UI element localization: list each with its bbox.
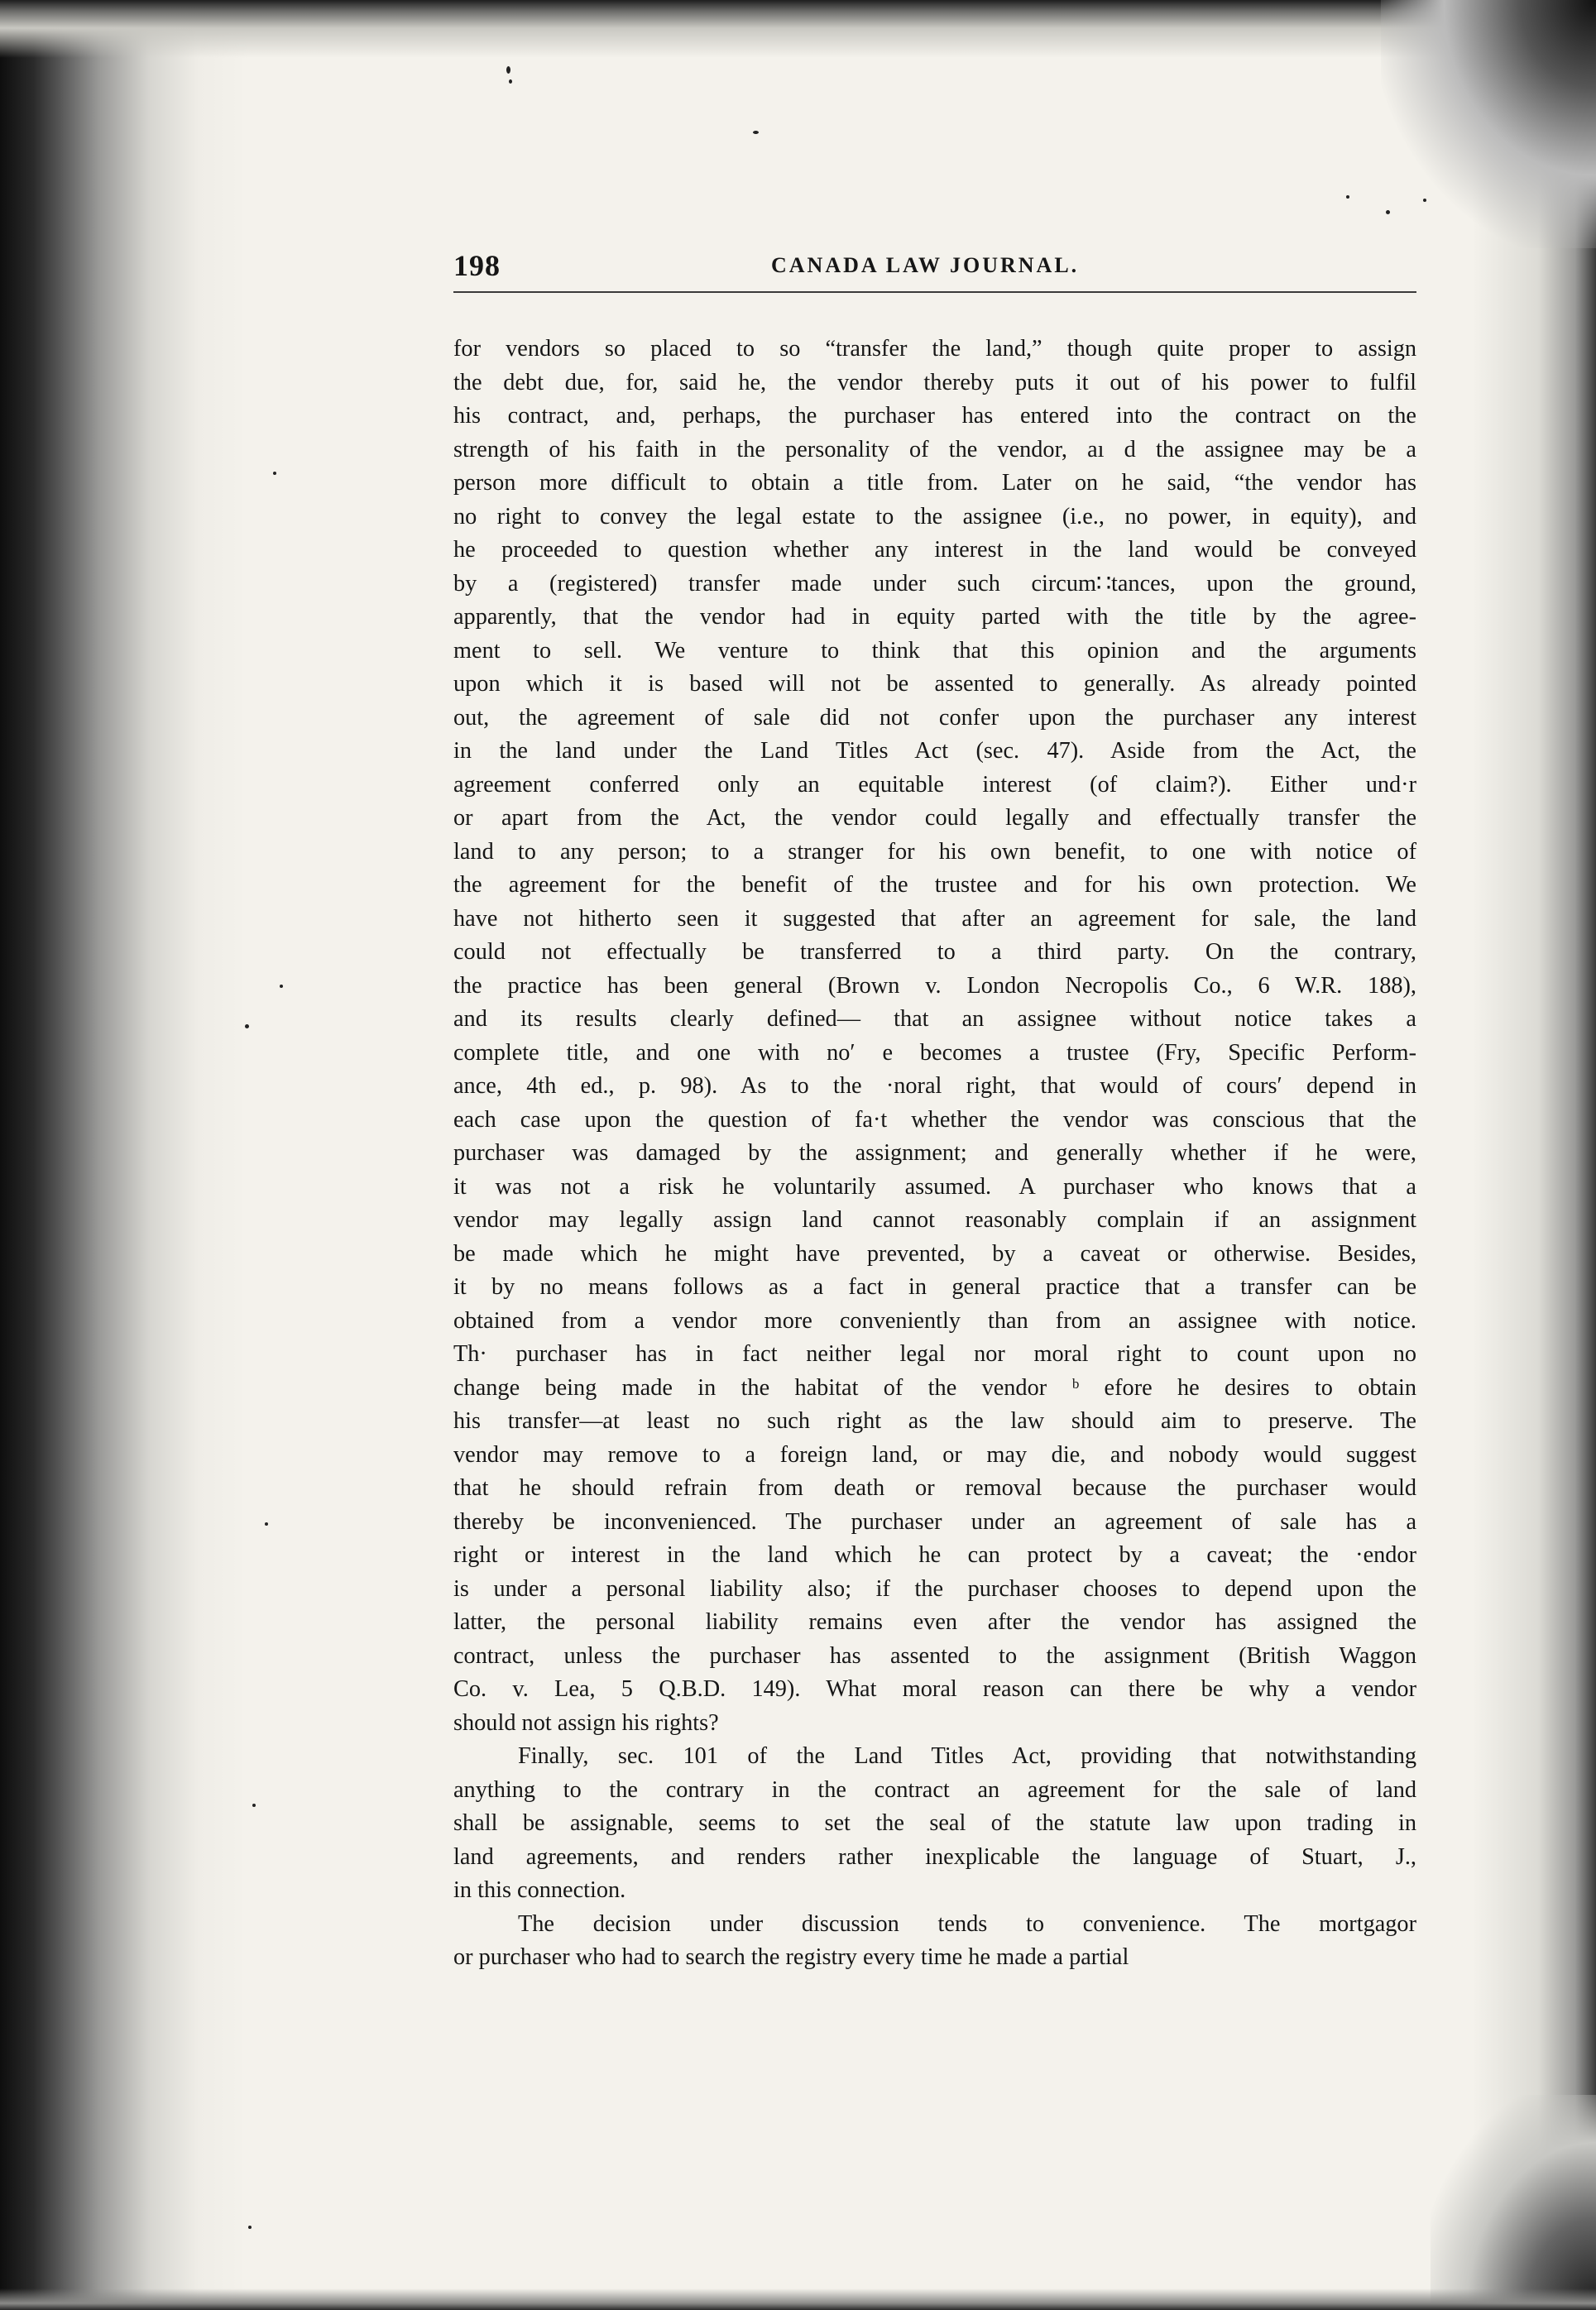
text-line: thereby be inconvenienced. The purchaser under an agreement of sale has a [453, 1508, 1416, 1535]
text-line: or purchaser who had to search the registry every time he made a partial [453, 1944, 1129, 1970]
scan-top-edge-shadow [0, 0, 1596, 58]
journal-page [453, 248, 1416, 1975]
text-line: in this connection. [453, 1877, 626, 1903]
text-line: person more difficult to obtain a title from. Later on he said, “the vendor has [453, 470, 1416, 496]
text-line: he proceeded to question whether any interest in the land would be conveyed [453, 537, 1416, 563]
page-number: 198 [453, 249, 501, 282]
text-line: strength of his faith in the personality of the vendor, aı d the assignee may be a [453, 436, 1416, 462]
text-line: Finally, sec. 101 of the Land Titles Act, providing that notwithstanding [518, 1743, 1416, 1769]
paragraph [453, 1908, 1416, 1975]
text-line: purchaser was damaged by the assignment; and generally whether if he were, [453, 1140, 1416, 1166]
text-line: vendor may legally assign land cannot reasonably complain if an assignment [453, 1207, 1416, 1233]
text-line: change being made in the habitat of the vendor ᵇ efore he desires to obtain [453, 1374, 1416, 1401]
text-line: no right to convey the legal estate to the assignee (i.e., no power, in equity), and [453, 503, 1416, 530]
scan-bottom-right-corner [1431, 2095, 1596, 2310]
scan-top-right-corner [1381, 0, 1596, 248]
text-line: the debt due, for, said he, the vendor thereby puts it out of his power to fulfil [453, 369, 1416, 395]
text-line: or apart from the Act, the vendor could legally and effectually transfer the [453, 805, 1416, 831]
text-line: Th· purchaser has in fact neither legal nor moral right to count upon no [453, 1341, 1416, 1367]
text-line: could not effectually be transferred to a third party. On the contrary, [453, 939, 1416, 965]
paragraph [453, 1740, 1416, 1908]
text-line: should not assign his rights? [453, 1709, 719, 1736]
running-head [453, 248, 1416, 285]
text-line: have not hitherto seen it suggested that after an agreement for sale, the land [453, 905, 1416, 932]
text-line: is under a personal liability also; if the purchaser chooses to depend upon the [453, 1575, 1416, 1602]
text-line: land agreements, and renders rather inexplicable the language of Stuart, J., [453, 1843, 1416, 1870]
text-line: vendor may remove to a foreign land, or may die, and nobody would suggest [453, 1441, 1416, 1468]
text-line: each case upon the question of fa·t whether the vendor was conscious that the [453, 1106, 1416, 1133]
header-rule [453, 291, 1416, 293]
scan-left-edge-shadow [0, 0, 248, 2310]
text-line: the agreement for the benefit of the trustee and for his own protection. We [453, 872, 1416, 898]
text-line: anything to the contrary in the contract an agreement for the sale of land [453, 1776, 1416, 1803]
paragraph [453, 333, 1416, 1740]
text-line: his transfer—at least no such right as the law should aim to preserve. The [453, 1408, 1416, 1434]
text-line: The decision under discussion tends to convenience. The mortgagor [518, 1910, 1416, 1937]
text-line: agreement conferred only an equitable interest (of claim?). Either und·r [453, 771, 1416, 798]
text-line: by a (registered) transfer made under such circum∷tances, upon the ground, [453, 570, 1416, 597]
text-line: and its results clearly defined— that an assignee without notice takes a [453, 1006, 1416, 1032]
text-line: upon which it is based will not be assented to generally. As already pointed [453, 671, 1416, 697]
text-line: that he should refrain from death or removal because the purchaser would [453, 1475, 1416, 1501]
text-line: shall be assignable, seems to set the seal of the statute law upon trading in [453, 1810, 1416, 1836]
text-line: for vendors so placed to so “transfer the land,” though quite proper to assign [453, 336, 1416, 362]
scan-right-edge-shadow [1472, 0, 1596, 2310]
text-line: latter, the personal liability remains even after the vendor has assigned the [453, 1609, 1416, 1635]
text-line: it by no means follows as a fact in general practice that a transfer can be [453, 1274, 1416, 1300]
text-line: complete title, and one with no′ e becomes a trustee (Fry, Specific Perform- [453, 1039, 1416, 1066]
text-line: contract, unless the purchaser has assented to the assignment (British Waggon [453, 1642, 1416, 1669]
text-line: the practice has been general (Brown v. London Necropolis Co., 6 W.R. 188), [453, 972, 1416, 999]
text-line: obtained from a vendor more conveniently than from an assignee with notice. [453, 1307, 1416, 1334]
text-line: land to any person; to a stranger for his own benefit, to one with notice of [453, 838, 1416, 865]
text-line: in the land under the Land Titles Act (sec. 47). Aside from the Act, the [453, 738, 1416, 764]
text-line: out, the agreement of sale did not confer upon the purchaser any interest [453, 704, 1416, 731]
scan-bottom-edge-shadow [0, 2288, 1596, 2310]
text-line: Co. v. Lea, 5 Q.B.D. 149). What moral reason can there be why a vendor [453, 1676, 1416, 1702]
text-line: it was not a risk he voluntarily assumed. A purchaser who knows that a [453, 1173, 1416, 1200]
text-line: ment to sell. We venture to think that this opinion and the arguments [453, 637, 1416, 664]
text-line: be made which he might have prevented, by a caveat or otherwise. Besides, [453, 1240, 1416, 1267]
text-line: his contract, and, perhaps, the purchaser has entered into the contract on the [453, 403, 1416, 429]
text-line: right or interest in the land which he can protect by a caveat; the ·endor [453, 1542, 1416, 1568]
text-line: apparently, that the vendor had in equity parted with the title by the agree- [453, 604, 1416, 630]
article-body [453, 333, 1416, 1975]
text-line: ance, 4th ed., p. 98). As to the ·noral right, that would of cours′ depend in [453, 1073, 1416, 1099]
journal-title: CANADA LAW JOURNAL. [771, 253, 1080, 277]
